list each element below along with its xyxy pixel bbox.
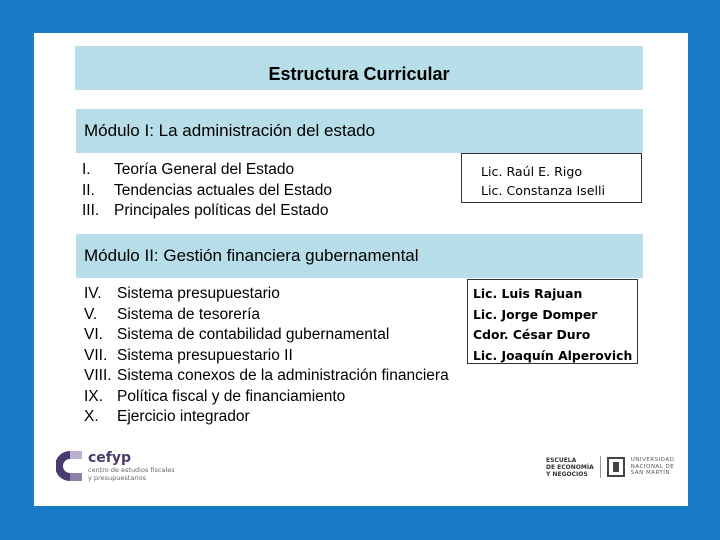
professor-name: Lic. Raúl E. Rigo bbox=[481, 164, 583, 179]
list-item: VIII. Sistema conexos de la administración financiera bbox=[84, 367, 449, 384]
professor-name: Lic. Luis Rajuan bbox=[473, 286, 583, 301]
university-name: UNIVERSIDAD NACIONAL DE SAN MARTÍN bbox=[630, 457, 675, 477]
school-name: ESCUELA DE ECONOMÍA Y NEGOCIOS bbox=[546, 456, 594, 478]
logo-divider bbox=[600, 456, 601, 478]
list-item: V. Sistema de tesorería bbox=[84, 305, 261, 323]
module-2-heading bbox=[76, 234, 643, 278]
module-1-professors-box bbox=[461, 153, 642, 203]
list-item: II. Tendencias actuales del Estado bbox=[82, 181, 333, 199]
list-item: VII. Sistema presupuestario II bbox=[84, 346, 293, 364]
cefyp-subtitle: y presupuestarios bbox=[88, 473, 147, 482]
list-item: VI. Sistema de contabilidad gubernamental bbox=[84, 326, 390, 343]
list-item: I. Teoría General del Estado bbox=[82, 161, 295, 178]
professor-name: Lic. Constanza Iselli bbox=[481, 183, 605, 198]
slide-title bbox=[75, 46, 643, 90]
module-2-heading-text: Módulo II: Gestión financiera gubernamental bbox=[84, 246, 419, 265]
module-1-topic-list bbox=[82, 160, 332, 222]
module-2-professors-box bbox=[467, 279, 638, 364]
module-1-heading-text: Módulo I: La administración del estado bbox=[84, 121, 376, 140]
slide bbox=[34, 33, 688, 506]
cefyp-name: cefyp bbox=[88, 449, 132, 466]
professor-name: Lic. Jorge Domper bbox=[473, 306, 598, 322]
list-item: IX. Política fiscal y de financiamiento bbox=[84, 387, 346, 405]
slide-title-text: Estructura Curricular bbox=[268, 63, 450, 84]
list-item: III. Principales políticas del Estado bbox=[82, 202, 329, 219]
professor-name: Cdor. César Duro bbox=[473, 327, 591, 342]
cefyp-subtitle: centro de estudios fiscales bbox=[88, 465, 175, 474]
unsam-emblem-icon bbox=[607, 457, 625, 477]
cefyp-logo-icon bbox=[56, 449, 82, 483]
professor-name: Lic. Joaquín Alperovich bbox=[473, 347, 633, 363]
cefyp-logo bbox=[56, 449, 175, 483]
module-2-topic-list bbox=[84, 284, 449, 428]
list-item: IV. Sistema presupuestario bbox=[84, 285, 280, 302]
list-item: X. Ejercicio integrador bbox=[84, 408, 250, 425]
module-1-heading bbox=[76, 109, 643, 153]
university-logo bbox=[546, 456, 674, 478]
